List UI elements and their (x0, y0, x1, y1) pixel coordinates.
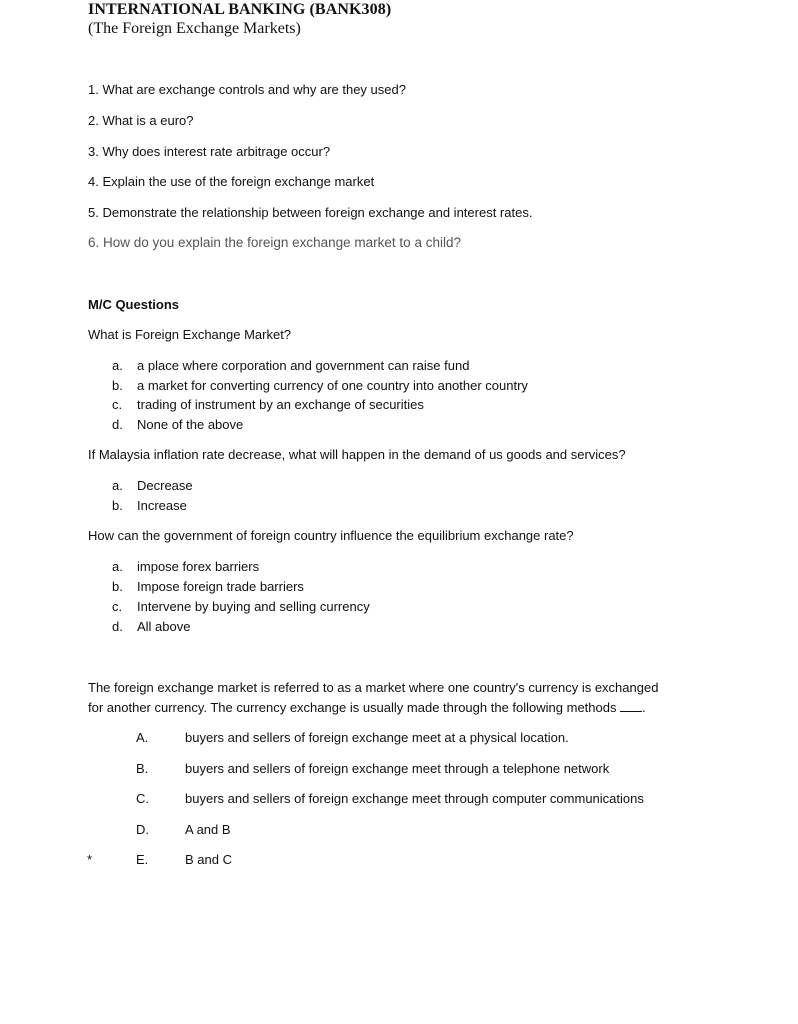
option-text: None of the above (137, 417, 244, 432)
option-text: Intervene by buying and selling currency (137, 599, 370, 614)
option-text: trading of instrument by an exchange of securities (137, 397, 424, 412)
option-letter: b. (112, 498, 123, 513)
mc-q1-stem: What is Foreign Exchange Market? (88, 327, 292, 342)
mc-q4-stem-line1: The foreign exchange market is referred to as a market where one country's currency is exchanged (88, 680, 659, 695)
option-letter: B. (136, 761, 149, 776)
option-text: buyers and sellers of foreign exchange meet through computer communications (185, 791, 644, 806)
option-letter: c. (112, 397, 123, 412)
option-text: Increase (137, 498, 187, 513)
option-letter: b. (112, 378, 123, 393)
option-letter: E. (136, 852, 149, 867)
option-letter: a. (112, 478, 123, 493)
option-text: impose forex barriers (137, 559, 260, 574)
option-letter: b. (112, 579, 123, 594)
option-letter: A. (136, 730, 149, 745)
document-title: INTERNATIONAL BANKING (BANK308) (88, 1, 392, 18)
option-letter: d. (112, 417, 123, 432)
option-letter: a. (112, 559, 123, 574)
mc-q4-stem-line2: for another currency. The currency exchange is usually made through the following methods (88, 700, 617, 715)
option-letter: c. (112, 599, 123, 614)
option-letter: d. (112, 619, 123, 634)
option-text: B and C (185, 852, 232, 867)
document-subtitle: (The Foreign Exchange Markets) (88, 20, 301, 37)
option-letter: a. (112, 358, 123, 373)
option-text: buyers and sellers of foreign exchange meet through a telephone network (185, 761, 610, 776)
answer-blank (620, 700, 642, 712)
option-text: a place where corporation and government can raise fund (137, 358, 470, 373)
mc-q4-stem-end: . (642, 700, 646, 715)
mc-q4-stem (88, 678, 713, 718)
question-1: 1. What are exchange controls and why are they used? (88, 82, 406, 97)
mc-q3-stem: How can the government of foreign country influence the equilibrium exchange rate? (88, 528, 574, 543)
question-3: 3. Why does interest rate arbitrage occur? (88, 144, 331, 159)
answer-marker: * (87, 852, 93, 867)
question-5: 5. Demonstrate the relationship between foreign exchange and interest rates. (88, 205, 533, 220)
option-text: a market for converting currency of one country into another country (137, 378, 528, 393)
mc-heading: M/C Questions (88, 297, 180, 312)
option-text: buyers and sellers of foreign exchange meet at a physical location. (185, 730, 569, 745)
option-text: Decrease (137, 478, 193, 493)
option-text: A and B (185, 822, 231, 837)
option-letter: D. (136, 822, 149, 837)
option-letter: C. (136, 791, 149, 806)
option-text: Impose foreign trade barriers (137, 579, 304, 594)
question-2: 2. What is a euro? (88, 113, 194, 128)
question-4: 4. Explain the use of the foreign exchange market (88, 174, 375, 189)
mc-q2-stem: If Malaysia inflation rate decrease, what will happen in the demand of us goods and services? (88, 447, 626, 462)
option-text: All above (137, 619, 191, 634)
question-6: 6. How do you explain the foreign exchange market to a child? (88, 235, 461, 250)
